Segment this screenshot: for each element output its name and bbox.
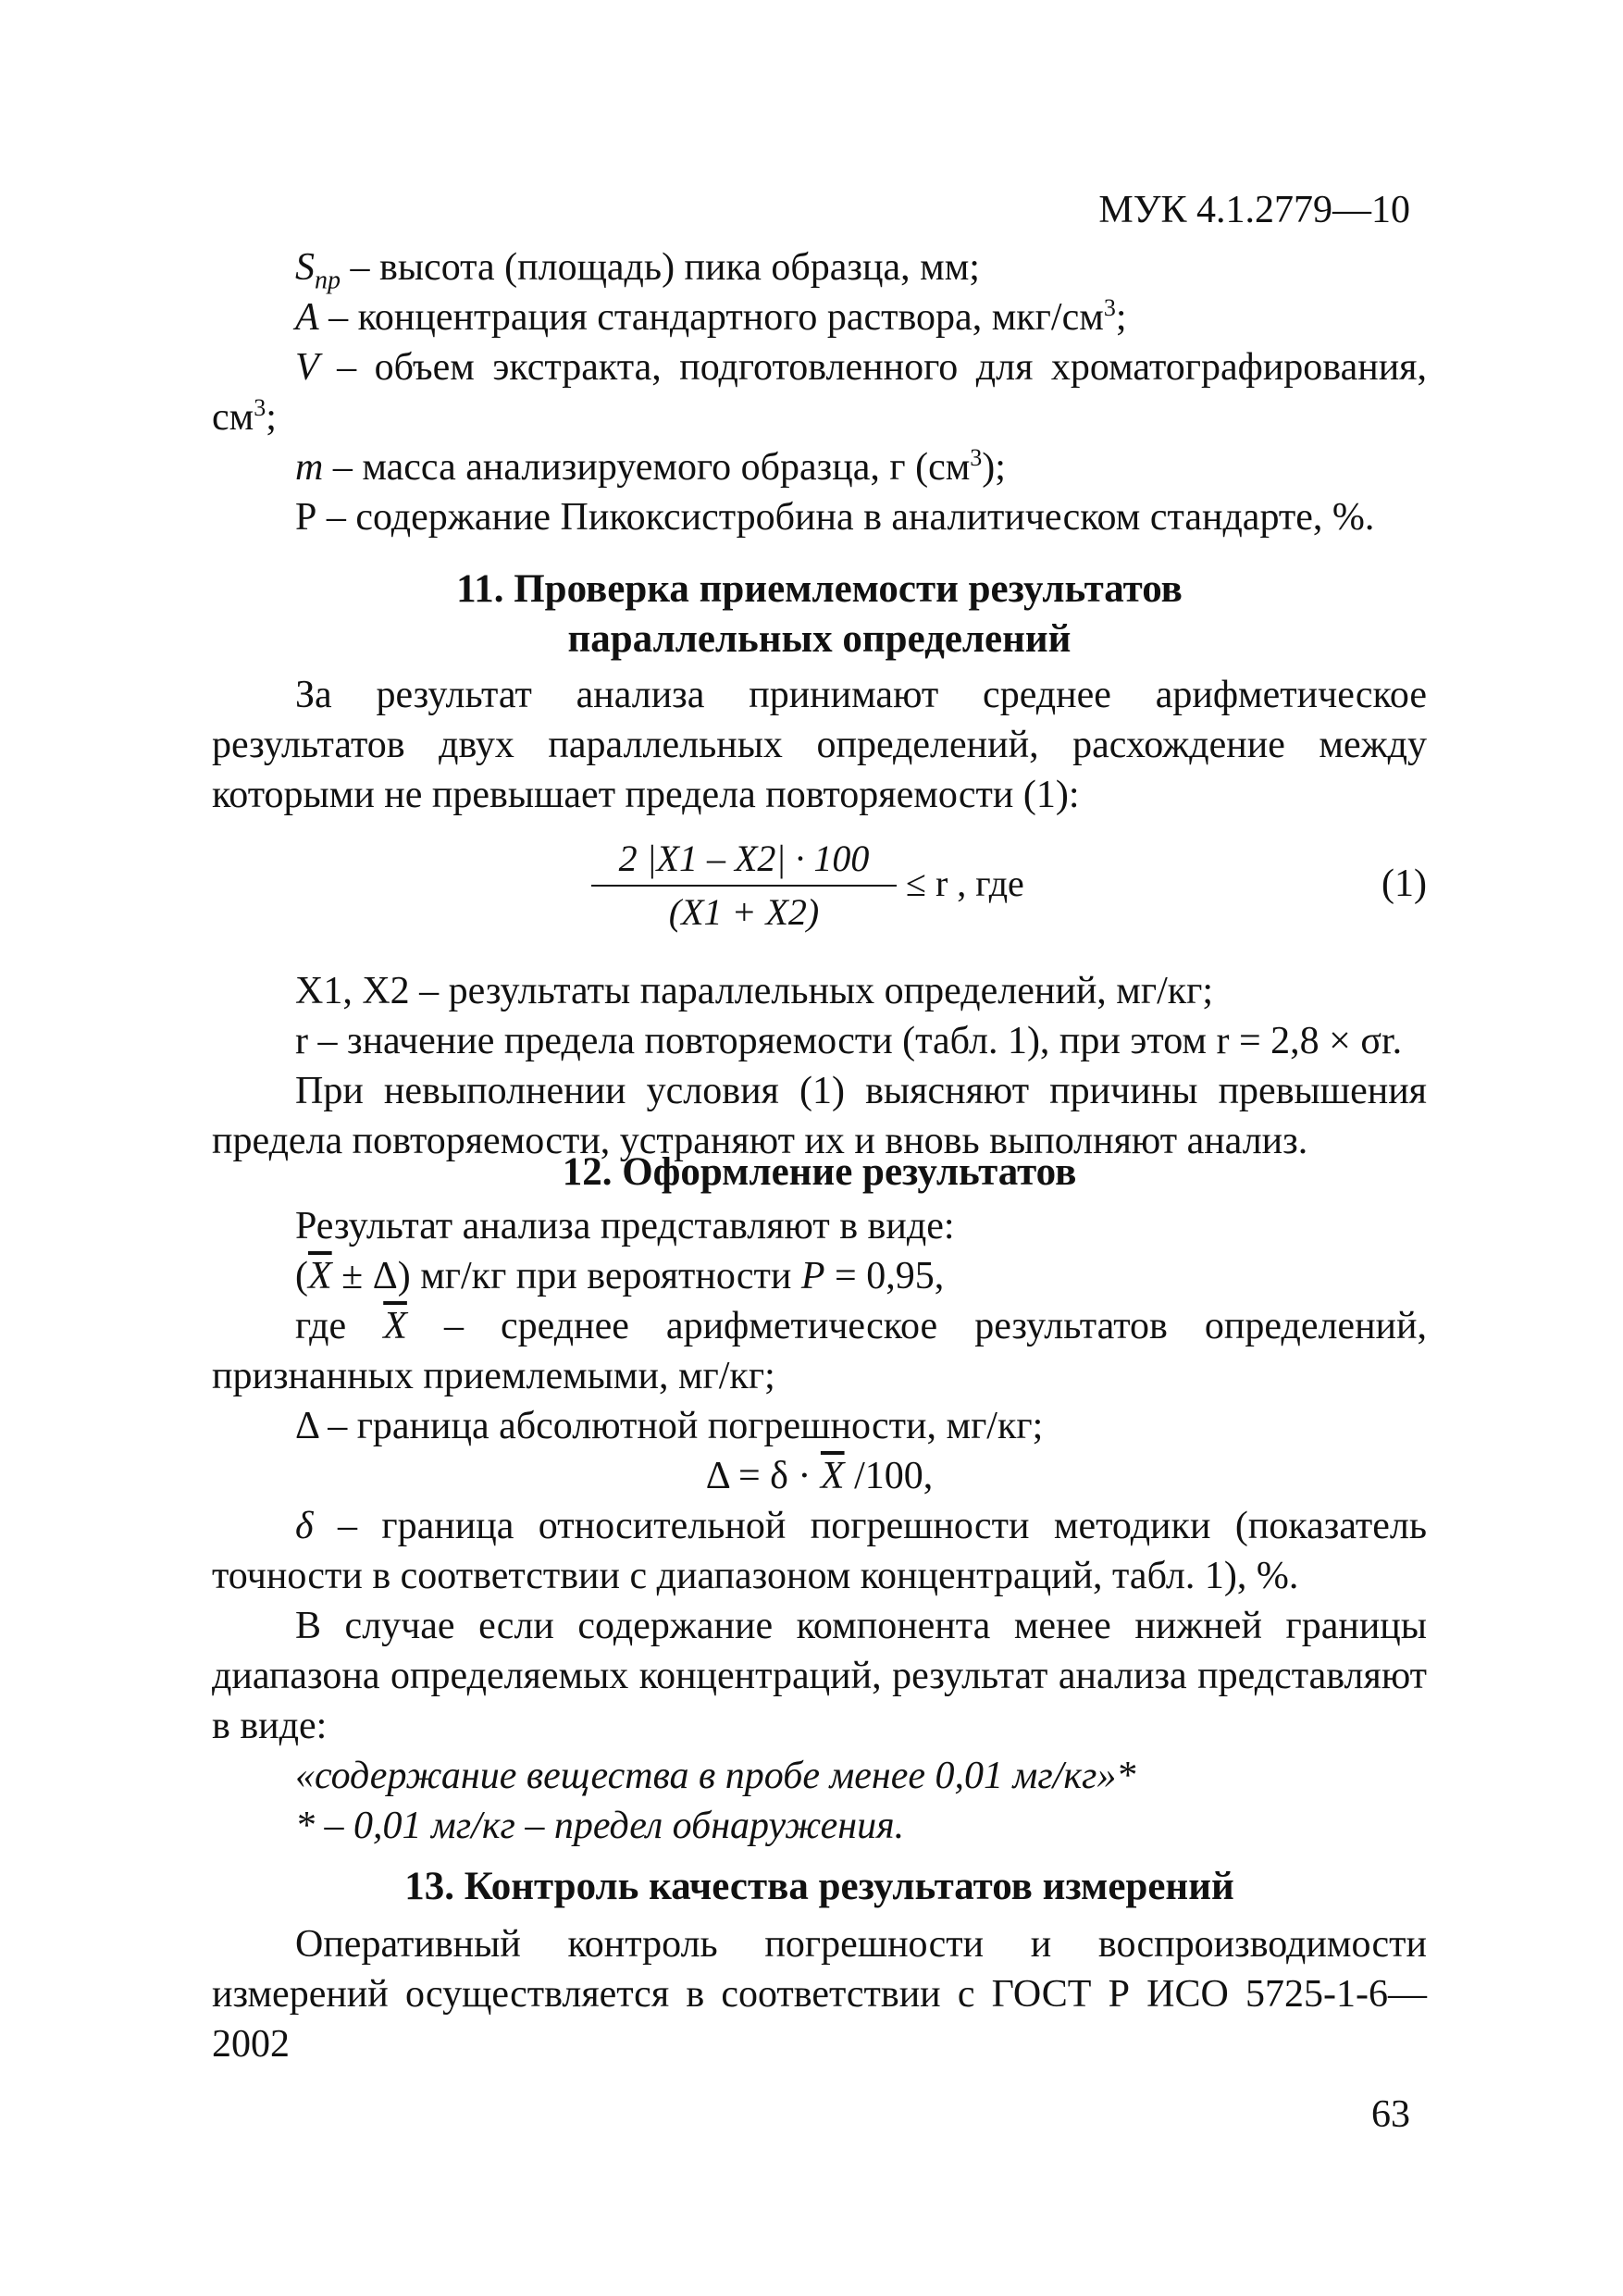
formula-numerator: 2 |X1 – X2| · 100 (618, 838, 870, 879)
s12-line-2: $(\overline{X} \pm \Delta)$ мг/кг при вероятности P = 0,95, (295, 1255, 945, 1297)
fraction-bar (591, 885, 897, 887)
page-number: 63 (1371, 2093, 1410, 2136)
section-11-title-2: параллельных определений (567, 617, 1072, 661)
section-13-title: 13. Контроль качества результатов измерений (404, 1865, 1234, 1908)
fail-text: При невыполнении условия (1) выясняют причины превышения предела повторяемости, устраняют их и вновь выполняют анализ. (212, 1070, 1427, 1162)
def-s: $S_{пр}$ – высота (площадь) пика образца, мм; (295, 246, 980, 295)
section-11-title-1: 11. Проверка приемлемости результатов (456, 567, 1183, 611)
s12-line-8: * – 0,01 мг/кг – предел обнаружения. (295, 1805, 905, 1847)
section-11 (212, 565, 1427, 1166)
def-v: V – объем экстракта, подготовленного для хроматографирования, $см^3$; (212, 346, 1427, 439)
def-x: X1, X2 – результаты параллельных определений, мг/кг; (295, 970, 1214, 1012)
s12-line-4: Δ – граница абсолютной погрешности, мг/кг; (295, 1405, 1044, 1447)
formula-denominator: (X1 + X2) (668, 891, 820, 933)
formula-1 (212, 835, 1427, 955)
s12-formula: $\Delta = \delta \cdot \overline{X}$ /100, (705, 1455, 934, 1497)
s12-line-3: где $\overline{X}$ – среднее арифметическое результатов определений, признанных приемлемыми, мг/кг; (212, 1305, 1427, 1397)
def-m: m – масса анализируемого образца, г $(см^3)$; (295, 444, 1006, 489)
definitions-block (212, 242, 1427, 542)
def-p: Р – содержание Пикоксистробина в аналитическом стандарте, %. (295, 496, 1375, 539)
section-12 (212, 1148, 1427, 1851)
def-a: A – концентрация стандартного раствора, мкг/$см^3$; (295, 294, 1127, 339)
section-12-title: 12. Оформление результатов (562, 1150, 1077, 1194)
s12-line-6: В случае если содержание компонента менее нижней границы диапазона определяемых концентраций, результат анализа представляют в виде: (212, 1605, 1427, 1747)
section-11-intro: За результат анализа принимают среднее арифметическое результатов двух параллельных определений, расхождение между которыми не превышает предела повторяемости (1): (212, 674, 1427, 816)
s12-line-1: Результат анализа представляют в виде: (295, 1205, 955, 1247)
def-r: r – значение предела повторяемости (табл. 1), при этом r = 2,8 × σr. (295, 1020, 1403, 1062)
equation-number: (1) (1381, 863, 1427, 905)
section-13 (212, 1862, 1427, 2069)
formula-fraction (591, 835, 897, 937)
formula-relation: ≤ r , где (906, 863, 1024, 904)
doc-header: МУК 4.1.2779—10 (1098, 189, 1410, 231)
s12-line-7: «содержание вещества в пробе менее 0,01 мг/кг»* (295, 1755, 1136, 1797)
s12-line-5: δ – граница относительной погрешности методики (показатель точности в соответствии с диапазоном концентраций, табл. 1), %. (212, 1505, 1427, 1597)
section-13-text: Оперативный контроль погрешности и воспроизводимости измерений осуществляется в соответствии с ГОСТ Р ИСО 5725-1-6—2002 (212, 1923, 1427, 2066)
